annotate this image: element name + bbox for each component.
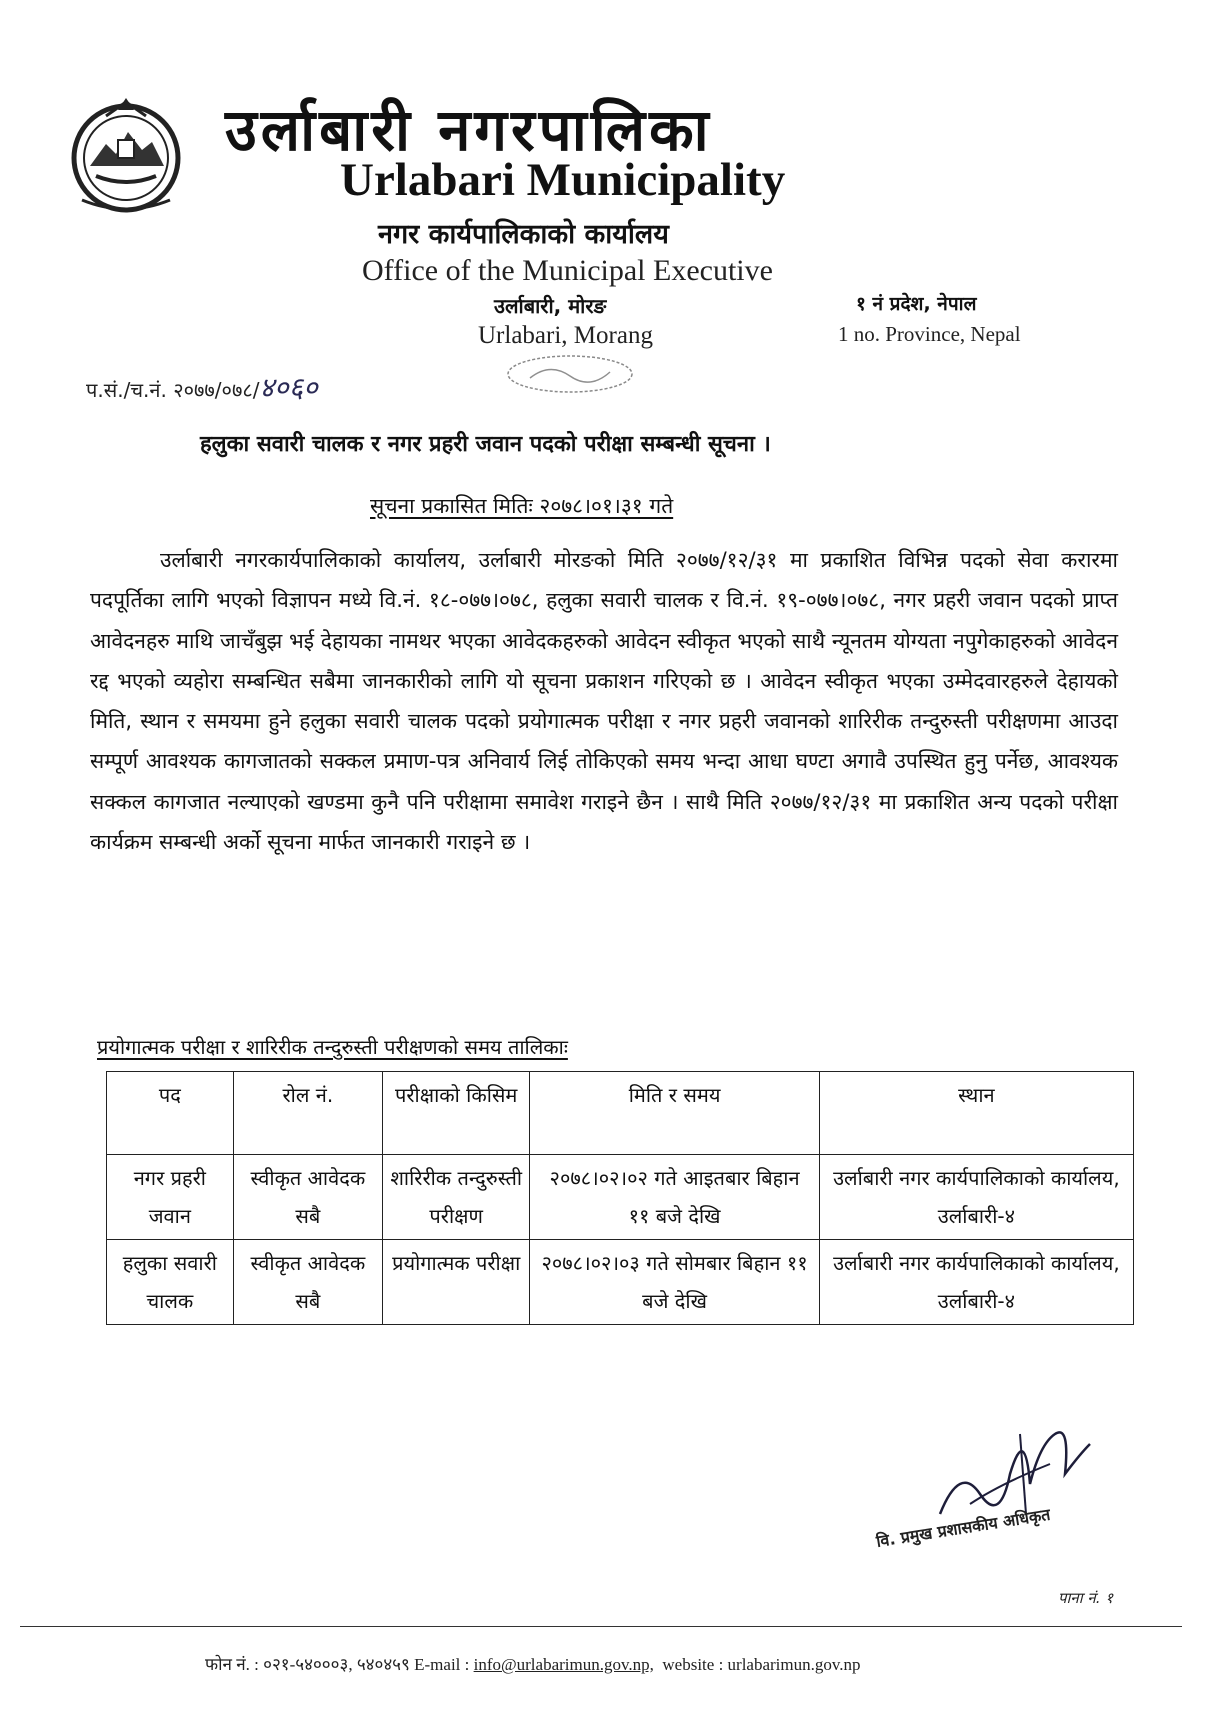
province-english: 1 no. Province, Nepal (838, 322, 1021, 346)
footer-website-label: website : (662, 1655, 724, 1674)
header-post: पद (107, 1072, 234, 1155)
header-date-time: मिति र समय (530, 1072, 819, 1155)
province-nepali: १ नं प्रदेश, नेपाल (856, 293, 977, 315)
page-number: पाना नं. १ (1058, 1589, 1114, 1607)
address-nepali: उर्लाबारी, मोरङ (494, 294, 607, 318)
office-name-english: Office of the Municipal Executive (362, 254, 773, 287)
footer-email-label: E-mail : (414, 1655, 470, 1674)
municipality-name-nepali: उर्लाबारी नगरपालिका (225, 96, 713, 164)
schedule-table (106, 1071, 1134, 1325)
header-venue: स्थान (819, 1072, 1133, 1155)
header-exam-type: परीक्षाको किसिम (383, 1072, 530, 1155)
address-english: Urlabari, Morang (478, 322, 653, 349)
row1-date-time: २०७८।०२।०२ गते आइतबार बिहान ११ बजे देखि (530, 1155, 819, 1240)
footer-email-link[interactable]: info@urlabarimun.gov.np, (473, 1655, 654, 1674)
footer-divider (20, 1626, 1182, 1627)
row2-exam-type: प्रयोगात्मक परीक्षा (383, 1240, 530, 1325)
signatory-title: वि. प्रमुख प्रशासकीय अधिकृत (874, 1504, 1052, 1552)
row1-post: नगर प्रहरी जवान (107, 1155, 234, 1240)
table-row (107, 1155, 1134, 1240)
header-roll-no: रोल नं. (233, 1072, 382, 1155)
footer-contact (205, 1652, 861, 1675)
notice-body: उर्लाबारी नगरकार्यपालिकाको कार्यालय, उर्लाबारी मोरङको मिति २०७७/१२/३१ मा प्रकाशित विभिन्न पदको सेवा करारमा पदपूर्तिका लागि भएको विज्ञापन मध्ये वि.नं. १८-०७७।०७८, हलुका सवारी चालक र वि.नं. १९-०७७।०७८, नगर प्रहरी जवान पदको प्राप्त आवेदनहरु माथि जाचँबुझ भई देहायका नामथर भएका आवेदकहरुको आवेदन स्वीकृत भएको साथै न्यूनतम योग्यता नपुगेकाहरुको आवेदन रद्द भएको व्यहोरा सम्बन्धित सबैमा जानकारीको लागि यो सूचना प्रकाशन गरिएको छ । आवेदन स्वीकृत भएका उम्मेदवारहरुले देहायको मिति, स्थान र समयमा हुने हलुका सवारी चालक पदको प्रयोगात्मक परीक्षा र नगर प्रहरी जवानको शारिरीक तन्दुरुस्ती परीक्षणमा आउदा सम्पूर्ण आवश्यक कागजातको सक्कल प्रमाण-पत्र अनिवार्य लिई तोकिएको समय भन्दा आधा घण्टा अगावै उपस्थित हुनु पर्नेछ, आवश्यक सक्कल कागजात नल्याएको खण्डमा कुनै पनि परीक्षामा समावेश गराइने छैन । साथै मिति २०७७/१२/३१ मा प्रकाशित अन्य पदको परीक्षा कार्यक्रम सम्बन्धी अर्को सूचना मार्फत जानकारी गराइने छ । (90, 548, 1118, 855)
row1-exam-type: शारिरीक तन्दुरुस्ती परीक्षण (383, 1155, 530, 1240)
office-stamp-icon (500, 352, 640, 396)
row2-venue: उर्लाबारी नगर कार्यपालिकाको कार्यालय, उर्लाबारी-४ (819, 1240, 1133, 1325)
footer-website-link[interactable]: urlabarimun.gov.np (727, 1655, 861, 1674)
municipality-name-english: Urlabari Municipality (340, 154, 786, 206)
reference-label: प.सं./च.नं. २०७७/०७८/ (86, 378, 260, 402)
office-name-nepali: नगर कार्यपालिकाको कार्यालय (378, 219, 669, 250)
reference-handwritten-number: ४०६० (259, 371, 318, 404)
row2-date-time: २०७८।०२।०३ गते सोमबार बिहान ११ बजे देखि (530, 1240, 819, 1325)
published-date: सूचना प्रकासित मितिः २०७८।०१।३१ गते (370, 494, 674, 518)
nepal-government-emblem-icon (62, 92, 190, 220)
table-header-row (107, 1072, 1134, 1155)
notice-subject: हलुका सवारी चालक र नगर प्रहरी जवान पदको परीक्षा सम्बन्धी सूचना । (200, 432, 771, 457)
row1-venue: उर्लाबारी नगर कार्यपालिकाको कार्यालय, उर्लाबारी-४ (819, 1155, 1133, 1240)
row1-roll-no: स्वीकृत आवेदक सबै (233, 1155, 382, 1240)
table-row (107, 1240, 1134, 1325)
reference-number (86, 368, 318, 406)
row2-roll-no: स्वीकृत आवेदक सबै (233, 1240, 382, 1325)
footer-phone: फोन नं. : ०२१-५४०००३, ५४०४५९ (205, 1655, 410, 1674)
row2-post: हलुका सवारी चालक (107, 1240, 234, 1325)
schedule-table-title: प्रयोगात्मक परीक्षा र शारिरीक तन्दुरुस्ती परीक्षणको समय तालिकाः (97, 1035, 568, 1059)
